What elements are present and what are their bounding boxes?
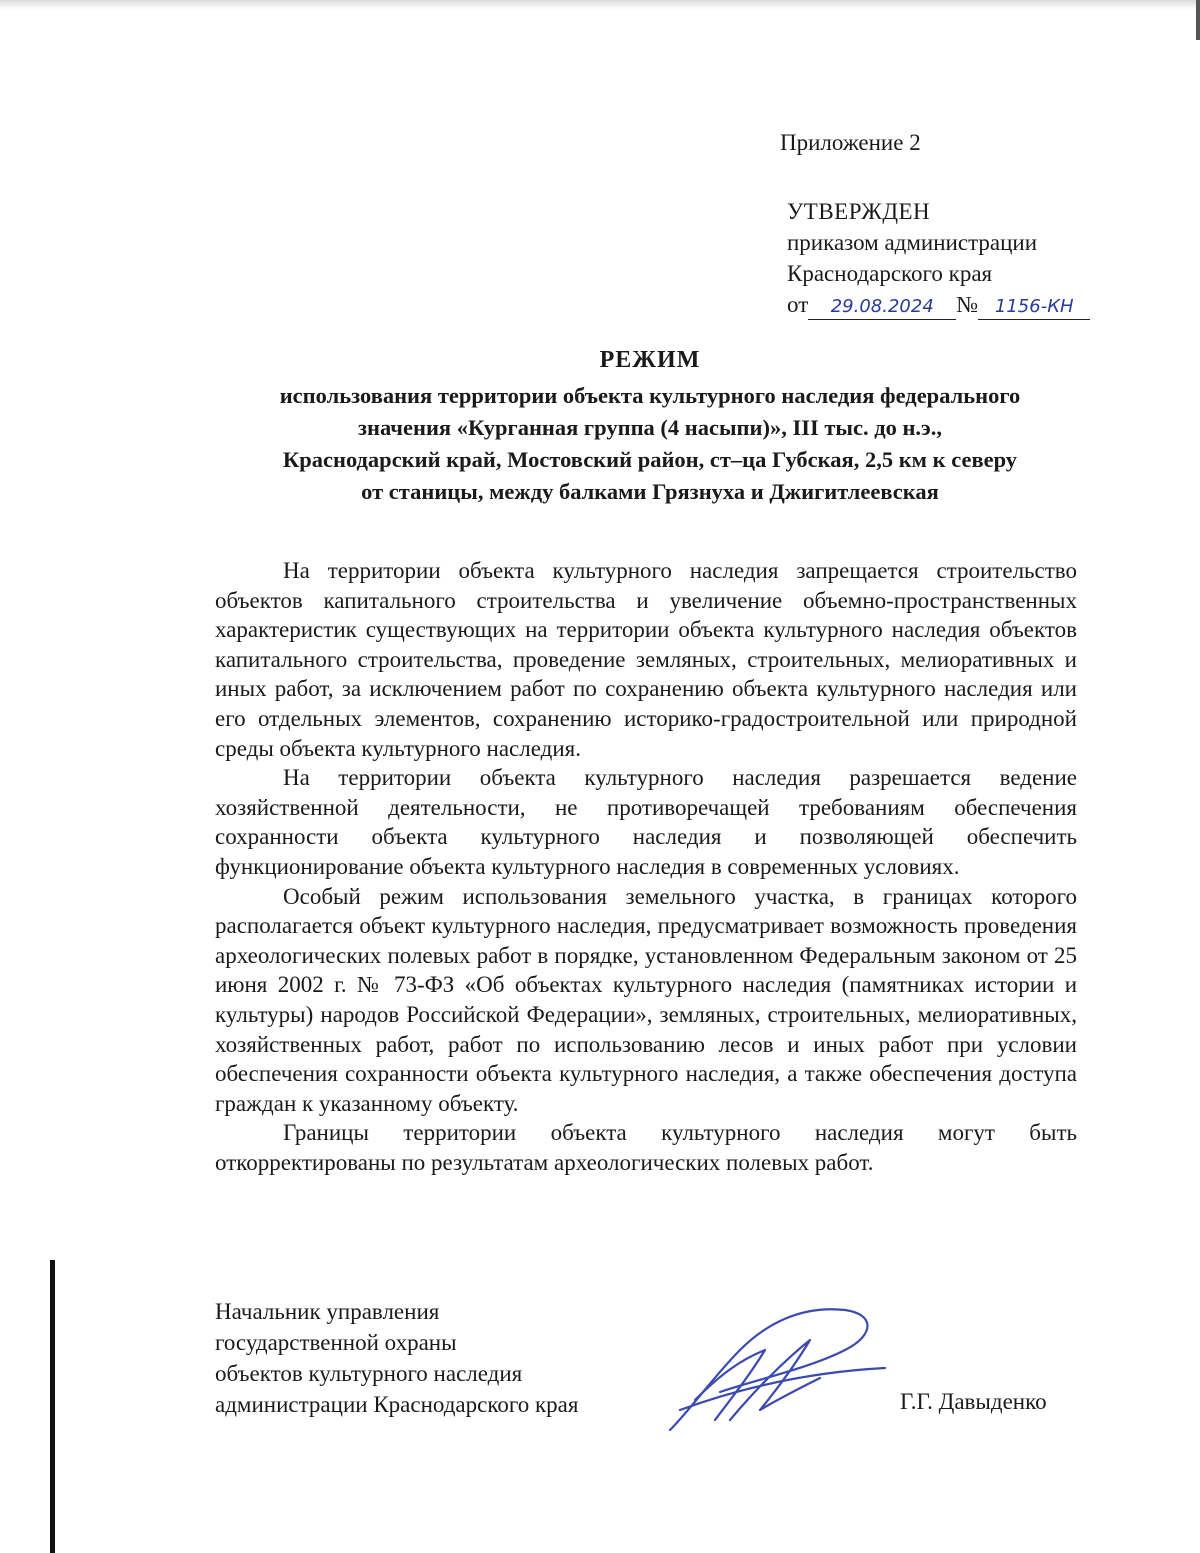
signatory-name: Г.Г. Давыденко [900,1389,1047,1414]
number-prefix: № [956,292,979,317]
title-line-4: от станицы, между балками Грязнуха и Джигитлеевская [361,479,939,504]
title-line-3: Краснодарский край, Мостовский район, ст–ца Губская, 2,5 км к северу [282,447,1018,472]
body-paragraph-2: На территории объекта культурного наследия разрешается ведение хозяйственной деятельности, не противоречащей требованиям обеспечения сохранности объекта культурного наследия и позволяющей обеспечить функционирование объекта культурного наследия в современных условиях. [215,765,1077,879]
order-date-number-line [787,289,1090,320]
approved-by-line1: приказом администрации [787,230,1038,255]
scan-edge-right [1196,0,1200,40]
order-date-handwritten: 29.08.2024 [808,295,956,320]
body-paragraph-1: На территории объекта культурного наследия запрещается строительство объектов капитального строительства и увеличение объемно-пространственных характеристик существующих на территории объекта культурного наследия объектов капитального строительства, проведение земляных, строительных, мелиоративных и иных работ, за исключением работ по сохранению объекта культурного наследия или его отдельных элементов, сохранению историко-градостроительной или природной среды объекта культурного наследия. [215,558,1077,761]
body-paragraph-4: Границы территории объекта культурного наследия могут быть откорректированы по результатам археологических полевых работ. [215,1120,1077,1175]
document-body [215,556,1077,1177]
body-paragraph-3: Особый режим использования земельного участка, в границах которого располагается объект культурного наследия, предусматривает возможность проведения археологических полевых работ в порядке, установленном Федеральным законом от 25 июня 2002 г. № 73-ФЗ «Об объектах культурного наследия (памятниках истории и культуры) народов Российской Федерации», земляных, строительных, мелиоративных, хозяйственных работ, работ по использованию лесов и иных работ при условии обеспечения сохранности объекта культурного наследия, а также обеспечения доступа граждан к указанному объекту. [215,883,1077,1116]
title-line-1: использования территории объекта культурного наследия федерального [279,383,1021,408]
signatory-position [215,1296,578,1420]
date-prefix: от [787,292,809,317]
title-main: РЕЖИМ [599,347,701,373]
position-line-1: Начальник управления [215,1299,440,1324]
position-line-4: администрации Краснодарского края [215,1392,579,1417]
scan-edge-left [50,1260,55,1553]
order-number-handwritten: 1156-КН [978,295,1090,320]
appendix-label: Приложение 2 [780,130,921,155]
approval-stamp-block [787,196,1090,320]
position-line-2: государственной охраны [215,1330,457,1355]
handwritten-signature [660,1280,900,1440]
approved-by-line2: Краснодарского края [787,261,993,286]
scan-edge-top [0,0,1200,10]
position-line-3: объектов культурного наследия [215,1361,523,1386]
title-line-2: значения «Курганная группа (4 насыпи)», III тыс. до н.э., [357,415,943,440]
approved-heading: УТВЕРЖДЕН [787,199,931,224]
document-title [200,344,1100,508]
